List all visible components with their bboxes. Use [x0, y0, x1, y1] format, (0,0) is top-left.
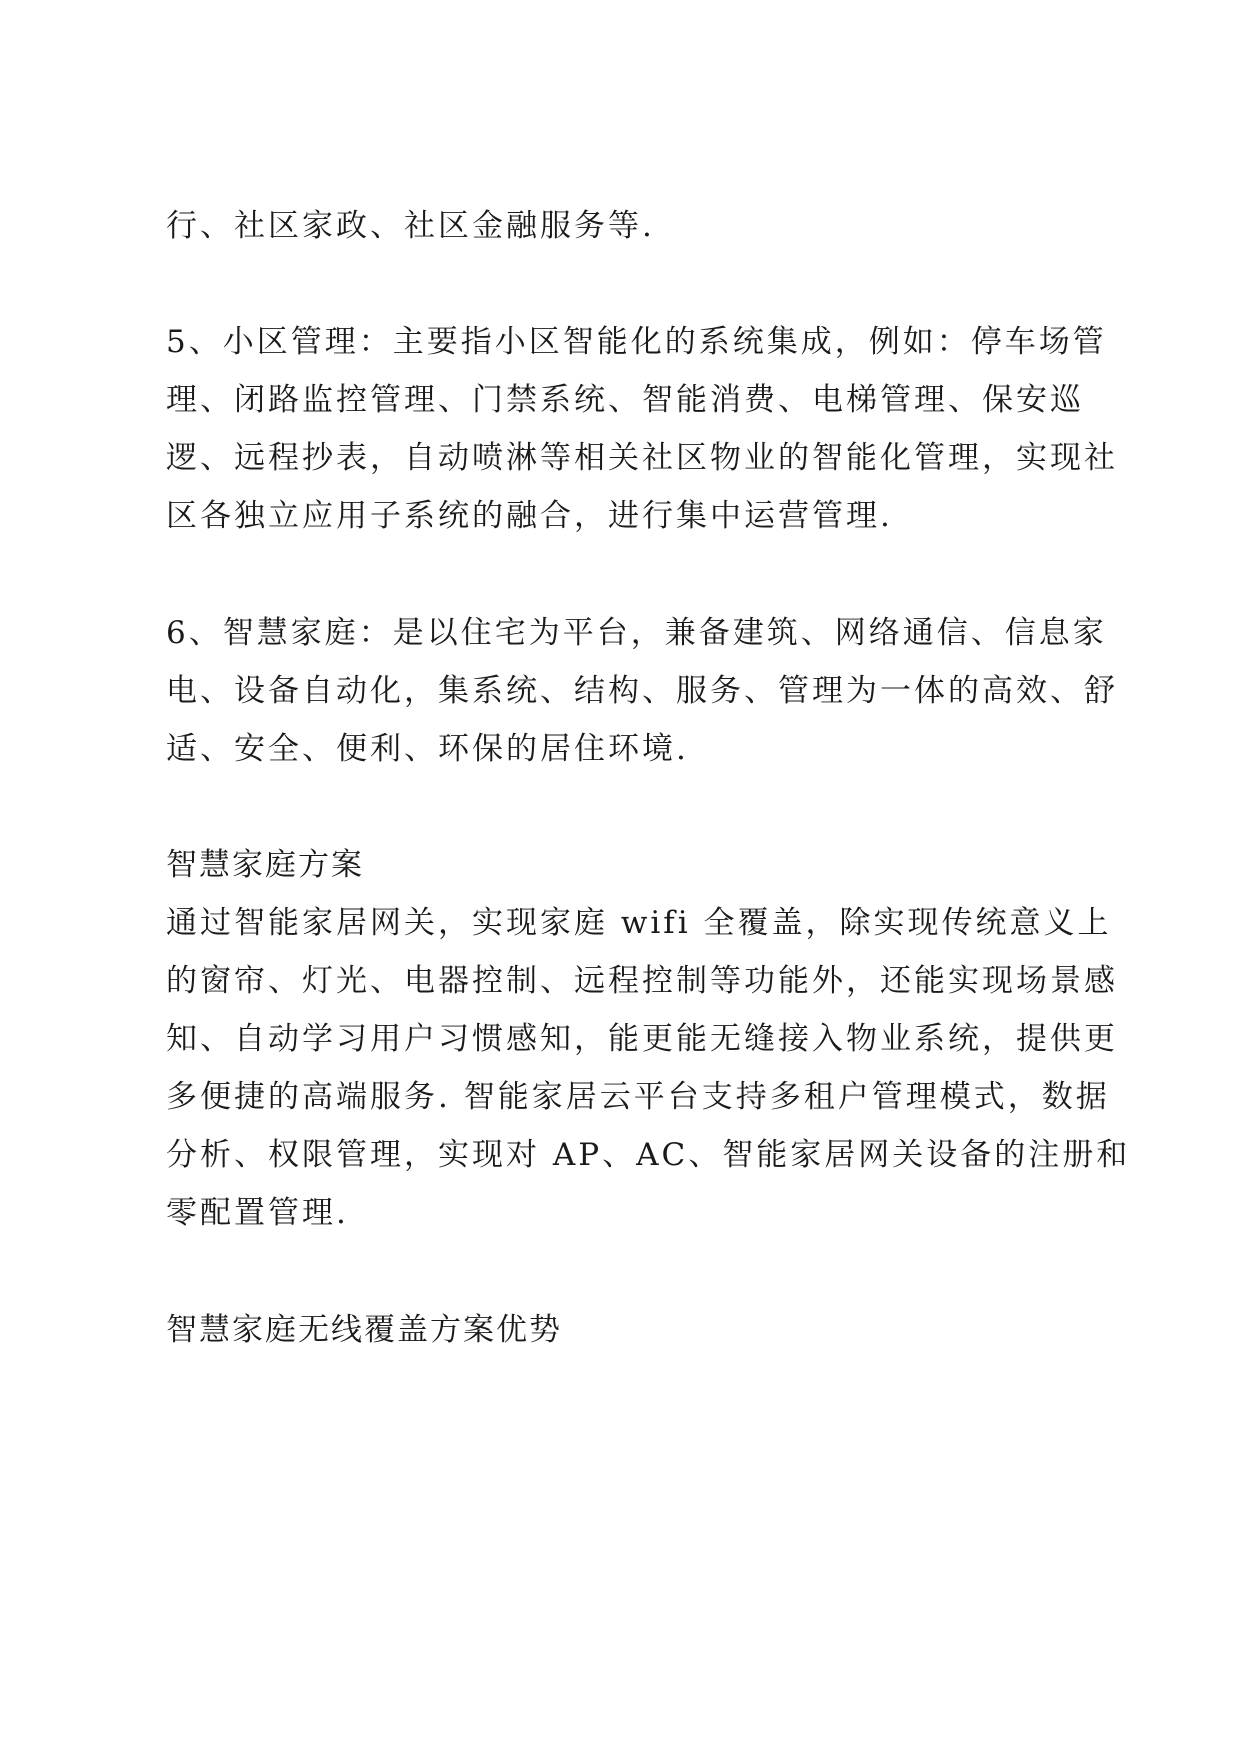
section-plan-line: 分析、权限管理，实现对 AP、AC、智能家居网关设备的注册和 [166, 1137, 1131, 1173]
item-6-line: 6、智慧家庭：是以住宅为平台，兼备建筑、网络通信、信息家 [166, 615, 1107, 651]
item-5-line: 逻、远程抄表，自动喷淋等相关社区物业的智能化管理，实现社 [166, 440, 1118, 476]
item-5-line: 区各独立应用子系统的融合，进行集中运营管理. [166, 498, 893, 534]
section-heading-advantage: 智慧家庭无线覆盖方案优势 [166, 1312, 562, 1348]
item-5-line: 理、闭路监控管理、门禁系统、智能消费、电梯管理、保安巡 [166, 382, 1084, 418]
section-plan-line: 知、自动学习用户习惯感知，能更能无缝接入物业系统，提供更 [166, 1021, 1118, 1057]
section-plan-line: 多便捷的高端服务. 智能家居云平台支持多租户管理模式，数据 [166, 1079, 1110, 1115]
paragraph-continuation-line: 行、社区家政、社区金融服务等. [166, 208, 655, 244]
item-6-line: 电、设备自动化，集系统、结构、服务、管理为一体的高效、舒 [166, 673, 1118, 709]
section-heading-plan: 智慧家庭方案 [166, 847, 364, 883]
section-plan-line: 通过智能家居网关，实现家庭 wifi 全覆盖，除实现传统意义上 [166, 905, 1112, 941]
item-6-line: 适、安全、便利、环保的居住环境. [166, 731, 689, 767]
section-plan-line: 零配置管理. [166, 1195, 349, 1231]
item-5-line: 5、小区管理：主要指小区智能化的系统集成，例如：停车场管 [166, 324, 1107, 360]
section-plan-line: 的窗帘、灯光、电器控制、远程控制等功能外，还能实现场景感 [166, 963, 1118, 999]
